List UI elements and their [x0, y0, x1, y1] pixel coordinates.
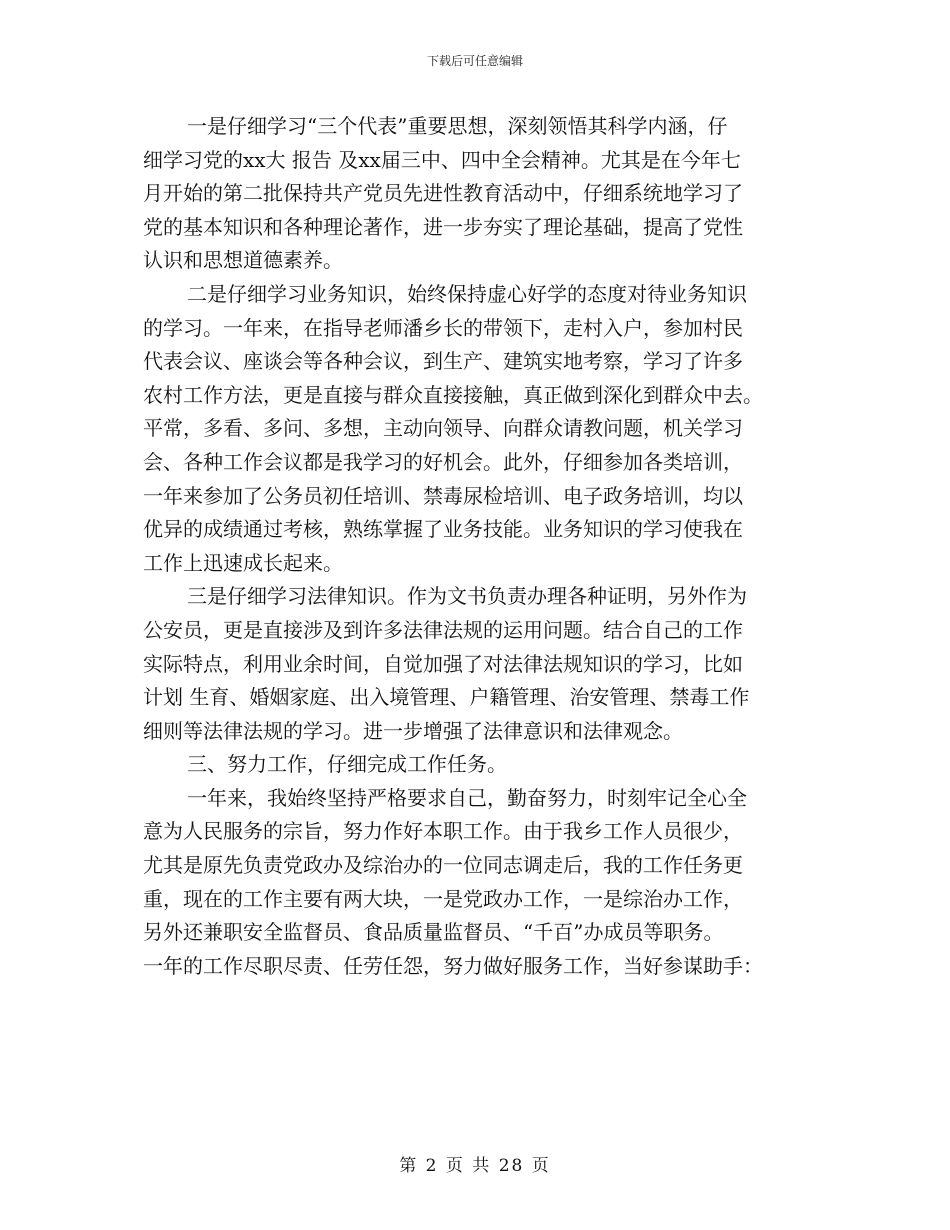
paragraph-line: 三是仔细学习法律知识。作为文书负责办理各种证明，另外作为	[187, 584, 747, 609]
paragraph-line: 公安员，更是直接涉及到许多法律法规的运用问题。结合自己的工作	[143, 617, 743, 642]
paragraph-line: 的学习。一年来，在指导老师潘乡长的带领下，走村入户，参加村民	[143, 315, 743, 340]
paragraph-line: 计划 生育、婚姻家庭、出入境管理、户籍管理、治安管理、禁毒工作	[143, 685, 750, 710]
section-heading: 三、努力工作，仔细完成工作任务。	[187, 752, 507, 777]
paragraph-line: 工作上迅速成长起来。	[143, 550, 343, 575]
page-number-footer: 第 2 页 共 28 页	[399, 1156, 551, 1176]
paragraph-line: 另外还兼职安全监督员、食品质量监督员、“千百”办成员等职务。	[143, 920, 724, 945]
paragraph-line: 代表会议、座谈会等各种会议，到生产、建筑实地考察，学习了许多	[143, 349, 743, 374]
paragraph-line: 农村工作方法，更是直接与群众直接接触，真正做到深化到群众中去。	[143, 382, 763, 407]
paragraph-line: 会、各种工作会议都是我学习的好机会。此外，仔细参加各类培训，	[143, 449, 743, 474]
page-header: 下载后可任意编辑	[426, 54, 523, 68]
paragraph-line: 重，现在的工作主要有两大块，一是党政办工作，一是综治办工作，	[143, 886, 743, 911]
paragraph-line: 党的基本知识和各种理论著作，进一步夯实了理论基础，提高了党性	[143, 214, 743, 239]
paragraph-line: 实际特点，利用业余时间，自觉加强了对法律法规知识的学习，比如	[143, 651, 743, 676]
paragraph-line: 一年来参加了公务员初任培训、禁毒尿检培训、电子政务培训，均以	[143, 483, 743, 508]
paragraph-line: 平常，多看、多问、多想，主动向领导、向群众请教问题，机关学习	[143, 416, 743, 441]
paragraph-line: 细学习党的xx大 报告 及xx届三中、四中全会精神。尤其是在今年七	[143, 147, 741, 172]
paragraph-line: 尤其是原先负责党政办及综治办的一位同志调走后，我的工作任务更	[143, 853, 743, 878]
document-body	[143, 110, 803, 983]
paragraph-line: 一年的工作尽职尽责、任劳任怨，努力做好服务工作，当好参谋助手：	[143, 953, 763, 978]
paragraph-line: 优异的成绩通过考核，熟练掌握了业务技能。业务知识的学习使我在	[143, 517, 743, 542]
paragraph-line: 月开始的第二批保持共产党员先进性教育活动中，仔细系统地学习了	[143, 181, 743, 206]
paragraph-line: 细则等法律法规的学习。进一步增强了法律意识和法律观念。	[143, 718, 683, 743]
paragraph-line: 二是仔细学习业务知识，始终保持虚心好学的态度对待业务知识	[187, 281, 747, 306]
paragraph-line: 一是仔细学习“三个代表”重要思想，深刻领悟其科学内涵，仔	[187, 114, 728, 138]
paragraph-line: 意为人民服务的宗旨，努力作好本职工作。由于我乡工作人员很少，	[143, 819, 743, 844]
paragraph-line: 认识和思想道德素养。	[143, 248, 343, 273]
paragraph-line: 一年来，我始终坚持严格要求自己，勤奋努力，时刻牢记全心全	[187, 785, 747, 810]
